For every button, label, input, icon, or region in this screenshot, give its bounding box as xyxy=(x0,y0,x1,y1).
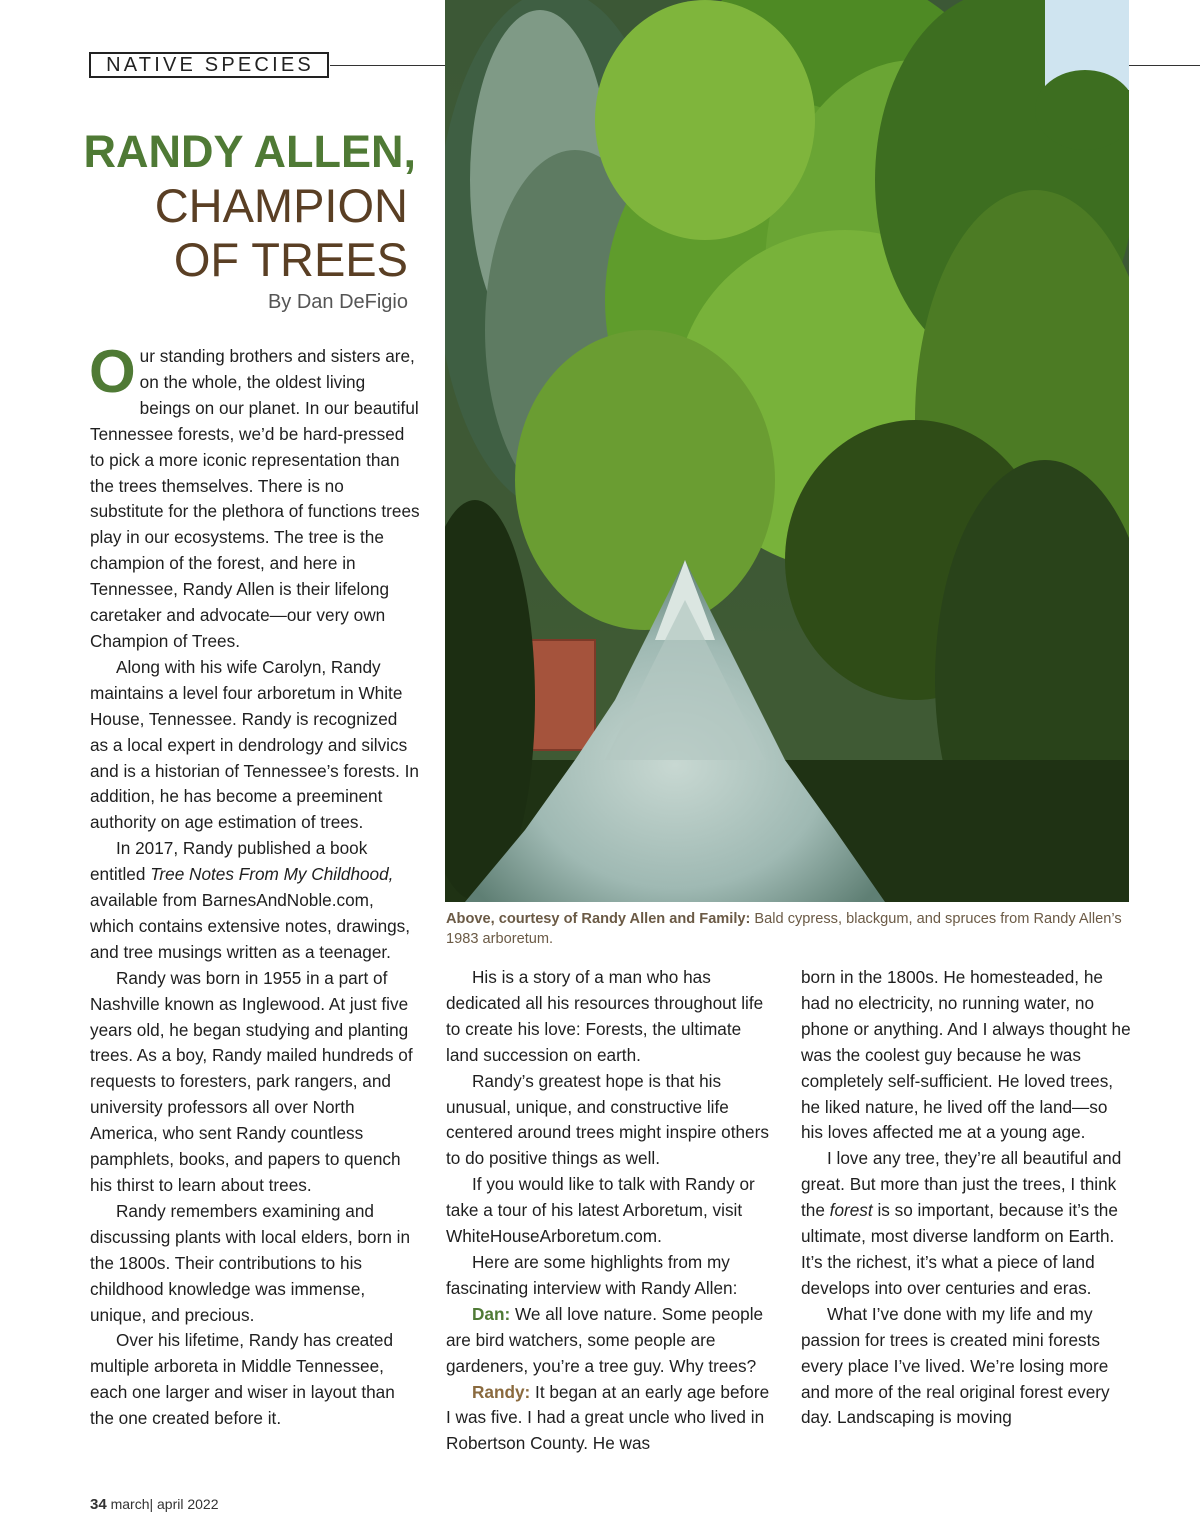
paragraph-text: I love any tree, they’re all beautiful and great. But more than just the trees, I think the xyxy=(801,1148,1122,1221)
section-label: NATIVE SPECIES xyxy=(89,52,329,78)
caption-text: Bald cypress, blackgum, and spruces from Randy Allen’s 1983 arboretum. xyxy=(446,911,1122,947)
answer-text: It began at an early age before I was five. I had a great uncle who lived in Robertson County. He was xyxy=(446,1381,770,1454)
paragraph-text: In 2017, Randy published a book entitled xyxy=(90,838,368,885)
paragraph-text: available from BarnesAndNoble.com, which contains extensive notes, drawings, and tree musings written as a teenager. xyxy=(90,890,411,962)
byline: By Dan DeFigio xyxy=(267,291,408,313)
intro-text: ur standing brothers and sisters are, on the whole, the oldest living beings on our planet. In our beautiful Tennessee forests, we’d be hard-pressed to pick a more iconic representation than the trees themselves. There is no substitute for the plethora of functions trees play in our ecosystems. The tree is the champion of the forest, and here in Tennessee, Randy Allen is their lifelong caretaker and advocate—our very own Champion of Trees. xyxy=(90,346,420,651)
headline-line-2: CHAMPION xyxy=(154,179,408,232)
header-rule-right xyxy=(1129,65,1200,66)
photo-credit: Above, courtesy of Randy Allen and Family: xyxy=(446,911,751,927)
paragraph: Randy remembers examining and discussing plants with local elders, born in the 1800s. Their contributions to his childhood knowledge was immense, unique, and precious. xyxy=(90,1200,411,1325)
book-title: Tree Notes From My Childhood, xyxy=(150,864,394,885)
paragraph: His is a story of a man who has dedicated all his resources throughout life to create his love: Forests, the ultimate land succession on earth. xyxy=(446,967,764,1065)
paragraph: Randy’s greatest hope is that his unusual, unique, and constructive life centered around trees might inspire others to do positive things as well. xyxy=(446,1070,769,1169)
paragraph: If you would like to talk with Randy or take a tour of his latest Arboretum, visit WhiteHouseArboretum.com. xyxy=(446,1174,755,1247)
interview-answer xyxy=(446,1380,776,1458)
paragraph-text: is so important, because it’s the ultimate, most diverse landform on Earth. It’s the richest, it’s what a piece of land develops into over centuries and eras. xyxy=(801,1200,1118,1298)
speaker-dan: Dan: xyxy=(472,1303,511,1324)
page-folio xyxy=(90,1496,219,1513)
article-column-3 xyxy=(801,965,1131,1431)
paragraph xyxy=(90,836,420,966)
paragraph: Over his lifetime, Randy has created multiple arboreta in Middle Tennessee, each one larger and wiser in layout than the one created before it. xyxy=(90,1330,395,1429)
speaker-randy: Randy: xyxy=(472,1381,531,1402)
paragraph xyxy=(801,1146,1131,1301)
forest-illustration xyxy=(445,0,1129,902)
paragraph: born in the 1800s. He homesteaded, he had no electricity, no running water, no phone or anything. And I always thought he was the coolest guy because he was completely self-sufficient. He loved trees, he liked nature, he lived off the land—so his loves affected me at a young age. xyxy=(801,967,1131,1143)
interview-question xyxy=(446,1302,776,1380)
intro-paragraph xyxy=(89,338,420,655)
headline-line-1: RANDY ALLEN, xyxy=(83,126,416,177)
folio-separator: | xyxy=(149,1496,154,1512)
paragraph: Here are some highlights from my fascinating interview with Randy Allen: xyxy=(446,1251,738,1298)
drop-cap: O xyxy=(89,338,136,405)
headline xyxy=(60,125,416,287)
issue-month: march xyxy=(110,1496,150,1512)
header-rule-left xyxy=(330,65,445,66)
question-text: We all love nature. Some people are bird watchers, some people are gardeners, you’re a tree guy. Why trees? xyxy=(446,1303,764,1376)
paragraph: Along with his wife Carolyn, Randy maintains a level four arboretum in White House, Tennessee. Randy is recognized as a local expert in dendrology and silvics and is a historian of Tennessee’s forests. In addition, he has become a preeminent authority on age estimation of trees. xyxy=(90,656,419,833)
headline-line-3: OF TREES xyxy=(173,233,408,286)
article-column-2 xyxy=(446,965,776,1457)
paragraph: Randy was born in 1955 in a part of Nashville known as Inglewood. At just five years old, he began studying and planting trees. As a boy, Randy mailed hundreds of requests to foresters, park rangers, and university professors all over North America, who sent Randy countless pamphlets, books, and papers to quench his thirst to learn about trees. xyxy=(90,967,413,1195)
arboretum-photo xyxy=(445,0,1129,902)
photo-caption xyxy=(446,909,1126,949)
paragraph: What I’ve done with my life and my passion for trees is created mini forests every place I’ve lived. We’re losing more and more of the real original forest every day. Landscaping is moving xyxy=(801,1303,1110,1428)
article-column-1 xyxy=(89,338,420,1432)
issue-date: april 2022 xyxy=(157,1496,219,1512)
emphasis: forest xyxy=(829,1200,873,1221)
page-number: 34 xyxy=(90,1496,107,1513)
